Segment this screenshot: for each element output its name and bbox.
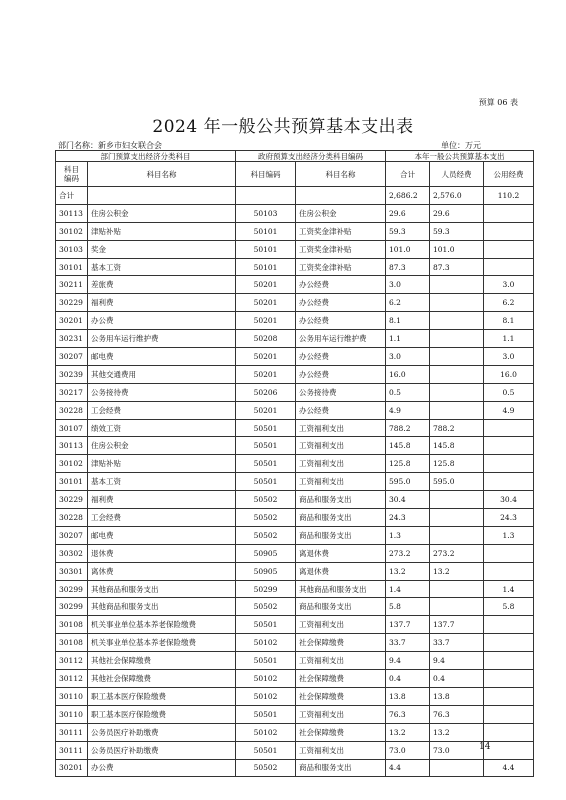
row-personnel (430, 276, 484, 294)
row-name: 办公费 (88, 312, 236, 330)
row-public (484, 670, 534, 688)
total-empty-name (88, 187, 236, 205)
row-total: 30.4 (386, 491, 430, 509)
row-name: 机关事业单位基本养老保险缴费 (88, 616, 236, 634)
table-row (56, 204, 534, 222)
row-personnel (430, 312, 484, 330)
row-gov-code: 50299 (236, 580, 296, 598)
row-public (484, 652, 534, 670)
row-public: 3.0 (484, 348, 534, 366)
row-code: 30102 (56, 455, 88, 473)
col-header-code: 科目 编码 (56, 162, 88, 187)
row-code: 30229 (56, 491, 88, 509)
row-gov-code: 50201 (236, 365, 296, 383)
row-name: 退休费 (88, 544, 236, 562)
row-code: 30108 (56, 634, 88, 652)
table-row (56, 652, 534, 670)
unit-label: 单位：万元 (441, 141, 481, 150)
row-name: 住房公积金 (88, 437, 236, 455)
group-header-budget: 本年一般公共预算基本支出 (386, 151, 534, 162)
row-gov-code: 50201 (236, 294, 296, 312)
row-total: 0.5 (386, 383, 430, 401)
row-gov-name: 办公经费 (296, 401, 386, 419)
row-gov-code: 50201 (236, 276, 296, 294)
row-gov-code: 50501 (236, 455, 296, 473)
table-row (56, 687, 534, 705)
row-total: 125.8 (386, 455, 430, 473)
row-public: 4.9 (484, 401, 534, 419)
row-personnel (430, 365, 484, 383)
table-row (56, 419, 534, 437)
row-personnel (430, 401, 484, 419)
table-row (56, 705, 534, 723)
row-gov-name: 社会保障缴费 (296, 634, 386, 652)
row-total: 145.8 (386, 437, 430, 455)
row-personnel (430, 294, 484, 312)
total-label: 合计 (56, 187, 88, 205)
row-public: 16.0 (484, 365, 534, 383)
row-name: 其他交通费用 (88, 365, 236, 383)
row-name: 绩效工资 (88, 419, 236, 437)
row-gov-code: 50905 (236, 544, 296, 562)
row-gov-name: 办公经费 (296, 276, 386, 294)
row-name: 公务员医疗补助缴费 (88, 723, 236, 741)
row-gov-name: 离退休费 (296, 562, 386, 580)
row-total: 3.0 (386, 348, 430, 366)
total-public: 110.2 (484, 187, 534, 205)
row-total: 4.4 (386, 759, 430, 777)
row-name: 其他商品和服务支出 (88, 598, 236, 616)
row-code: 30101 (56, 258, 88, 276)
row-public (484, 616, 534, 634)
row-code: 30201 (56, 759, 88, 777)
row-code: 30207 (56, 348, 88, 366)
group-header-row (56, 151, 534, 162)
table-row (56, 276, 534, 294)
row-total: 87.3 (386, 258, 430, 276)
row-code: 30239 (56, 365, 88, 383)
total-empty-gov-code (236, 187, 296, 205)
row-code: 30103 (56, 240, 88, 258)
table-row (56, 598, 534, 616)
row-total: 0.4 (386, 670, 430, 688)
row-code: 30102 (56, 222, 88, 240)
row-name: 机关事业单位基本养老保险缴费 (88, 634, 236, 652)
table-row (56, 401, 534, 419)
row-gov-name: 工资福利支出 (296, 705, 386, 723)
row-code: 30112 (56, 652, 88, 670)
table-row (56, 294, 534, 312)
row-code: 30217 (56, 383, 88, 401)
col-header-name: 科目名称 (88, 162, 236, 187)
row-gov-code: 50501 (236, 652, 296, 670)
table-row (56, 473, 534, 491)
row-gov-code: 50103 (236, 204, 296, 222)
table-row (56, 759, 534, 777)
row-public: 5.8 (484, 598, 534, 616)
row-name: 邮电费 (88, 348, 236, 366)
table-row (56, 741, 534, 759)
row-gov-code: 50502 (236, 526, 296, 544)
row-public: 1.1 (484, 330, 534, 348)
row-gov-code: 50102 (236, 723, 296, 741)
row-code: 30228 (56, 509, 88, 527)
row-gov-code: 50101 (236, 258, 296, 276)
row-code: 30231 (56, 330, 88, 348)
row-personnel (430, 526, 484, 544)
row-personnel: 125.8 (430, 455, 484, 473)
row-personnel: 76.3 (430, 705, 484, 723)
row-public (484, 634, 534, 652)
row-total: 33.7 (386, 634, 430, 652)
row-code: 30228 (56, 401, 88, 419)
column-header-row (56, 162, 534, 187)
row-code: 30211 (56, 276, 88, 294)
row-personnel: 73.0 (430, 741, 484, 759)
row-public: 6.2 (484, 294, 534, 312)
row-personnel: 9.4 (430, 652, 484, 670)
row-name: 工会经费 (88, 509, 236, 527)
table-row (56, 258, 534, 276)
row-total: 29.6 (386, 204, 430, 222)
col-header-public: 公用经费 (484, 162, 534, 187)
row-gov-code: 50501 (236, 419, 296, 437)
row-total: 273.2 (386, 544, 430, 562)
row-code: 30111 (56, 723, 88, 741)
page-title: 2024 年一般公共预算基本支出表 (152, 117, 414, 137)
table-row (56, 723, 534, 741)
row-name: 基本工资 (88, 473, 236, 491)
table-row (56, 526, 534, 544)
row-name: 职工基本医疗保险缴费 (88, 705, 236, 723)
row-personnel: 101.0 (430, 240, 484, 258)
row-name: 职工基本医疗保险缴费 (88, 687, 236, 705)
row-public: 8.1 (484, 312, 534, 330)
total-empty-gov-name (296, 187, 386, 205)
row-code: 30113 (56, 204, 88, 222)
row-public: 1.3 (484, 526, 534, 544)
row-name: 基本工资 (88, 258, 236, 276)
row-code: 30107 (56, 419, 88, 437)
row-name: 津贴补贴 (88, 455, 236, 473)
table-row (56, 670, 534, 688)
table-row (56, 312, 534, 330)
row-name: 差旅费 (88, 276, 236, 294)
table-row (56, 365, 534, 383)
row-gov-name: 办公经费 (296, 312, 386, 330)
row-public (484, 258, 534, 276)
row-code: 30201 (56, 312, 88, 330)
row-public (484, 687, 534, 705)
row-public (484, 240, 534, 258)
row-gov-name: 公务用车运行维护费 (296, 330, 386, 348)
row-public: 4.4 (484, 759, 534, 777)
row-gov-name: 工资奖金津补贴 (296, 258, 386, 276)
row-gov-code: 50905 (236, 562, 296, 580)
row-gov-name: 工资奖金津补贴 (296, 240, 386, 258)
row-name: 办公费 (88, 759, 236, 777)
row-code: 30113 (56, 437, 88, 455)
row-name: 津贴补贴 (88, 222, 236, 240)
row-personnel (430, 491, 484, 509)
row-gov-code: 50502 (236, 491, 296, 509)
row-personnel: 13.8 (430, 687, 484, 705)
table-row (56, 330, 534, 348)
row-total: 8.1 (386, 312, 430, 330)
row-total: 76.3 (386, 705, 430, 723)
row-personnel: 788.2 (430, 419, 484, 437)
budget-table (55, 150, 534, 777)
row-code: 30229 (56, 294, 88, 312)
row-gov-code: 50501 (236, 437, 296, 455)
row-name: 公务员医疗补助缴费 (88, 741, 236, 759)
col-header-gov-name: 科目名称 (296, 162, 386, 187)
row-name: 福利费 (88, 491, 236, 509)
row-public (484, 455, 534, 473)
col-header-gov-code: 科目编码 (236, 162, 296, 187)
row-gov-code: 50206 (236, 383, 296, 401)
row-gov-code: 50102 (236, 634, 296, 652)
row-personnel: 273.2 (430, 544, 484, 562)
row-code: 30101 (56, 473, 88, 491)
row-gov-code: 50502 (236, 759, 296, 777)
total-sum: 2,686.2 (386, 187, 430, 205)
table-row (56, 383, 534, 401)
row-gov-name: 住房公积金 (296, 204, 386, 222)
row-personnel: 13.2 (430, 723, 484, 741)
row-gov-name: 商品和服务支出 (296, 526, 386, 544)
row-gov-name: 社会保障缴费 (296, 687, 386, 705)
row-gov-name: 工资福利支出 (296, 473, 386, 491)
row-public (484, 204, 534, 222)
row-public (484, 222, 534, 240)
row-personnel: 29.6 (430, 204, 484, 222)
row-public: 0.5 (484, 383, 534, 401)
table-row (56, 634, 534, 652)
row-gov-name: 社会保障缴费 (296, 670, 386, 688)
row-name: 其他社会保障缴费 (88, 670, 236, 688)
row-name: 其他商品和服务支出 (88, 580, 236, 598)
row-total: 4.9 (386, 401, 430, 419)
row-gov-code: 50102 (236, 670, 296, 688)
row-personnel: 59.3 (430, 222, 484, 240)
row-name: 工会经费 (88, 401, 236, 419)
row-gov-name: 办公经费 (296, 348, 386, 366)
row-public: 24.3 (484, 509, 534, 527)
row-total: 3.0 (386, 276, 430, 294)
row-gov-name: 商品和服务支出 (296, 598, 386, 616)
row-total: 24.3 (386, 509, 430, 527)
row-gov-name: 工资福利支出 (296, 455, 386, 473)
row-public (484, 419, 534, 437)
row-gov-code: 50501 (236, 616, 296, 634)
row-public: 3.0 (484, 276, 534, 294)
row-gov-code: 50201 (236, 312, 296, 330)
row-gov-name: 其他商品和服务支出 (296, 580, 386, 598)
row-public (484, 473, 534, 491)
row-personnel (430, 348, 484, 366)
page-number: 14 (479, 742, 491, 752)
table-row (56, 491, 534, 509)
row-code: 30302 (56, 544, 88, 562)
row-total: 59.3 (386, 222, 430, 240)
row-gov-name: 离退休费 (296, 544, 386, 562)
row-gov-name: 办公经费 (296, 294, 386, 312)
row-gov-code: 50101 (236, 240, 296, 258)
row-total: 1.1 (386, 330, 430, 348)
row-gov-name: 商品和服务支出 (296, 759, 386, 777)
row-total: 137.7 (386, 616, 430, 634)
row-total: 5.8 (386, 598, 430, 616)
table-row (56, 455, 534, 473)
row-gov-code: 50501 (236, 473, 296, 491)
row-personnel (430, 759, 484, 777)
row-gov-code: 50501 (236, 741, 296, 759)
row-gov-code: 50101 (236, 222, 296, 240)
row-personnel: 137.7 (430, 616, 484, 634)
row-personnel (430, 383, 484, 401)
row-name: 奖金 (88, 240, 236, 258)
row-gov-name: 公务接待费 (296, 383, 386, 401)
row-code: 30299 (56, 580, 88, 598)
row-gov-name: 工资福利支出 (296, 652, 386, 670)
row-gov-name: 社会保障缴费 (296, 723, 386, 741)
row-total: 13.2 (386, 562, 430, 580)
row-personnel (430, 598, 484, 616)
row-public (484, 723, 534, 741)
table-row (56, 544, 534, 562)
row-total: 73.0 (386, 741, 430, 759)
row-total: 1.4 (386, 580, 430, 598)
row-gov-code: 50502 (236, 509, 296, 527)
table-row (56, 616, 534, 634)
row-name: 公务接待费 (88, 383, 236, 401)
row-personnel: 145.8 (430, 437, 484, 455)
table-row (56, 437, 534, 455)
total-personnel: 2,576.0 (430, 187, 484, 205)
row-public (484, 562, 534, 580)
row-code: 30301 (56, 562, 88, 580)
department-label: 部门名称：新乡市妇女联合会 (58, 141, 162, 150)
row-gov-name: 办公经费 (296, 365, 386, 383)
row-name: 福利费 (88, 294, 236, 312)
row-gov-name: 工资福利支出 (296, 616, 386, 634)
row-total: 101.0 (386, 240, 430, 258)
row-gov-name: 工资福利支出 (296, 437, 386, 455)
row-personnel (430, 580, 484, 598)
row-code: 30110 (56, 687, 88, 705)
total-row (56, 187, 534, 205)
row-name: 邮电费 (88, 526, 236, 544)
row-total: 788.2 (386, 419, 430, 437)
row-gov-code: 50102 (236, 687, 296, 705)
row-public: 30.4 (484, 491, 534, 509)
row-personnel (430, 509, 484, 527)
row-total: 13.8 (386, 687, 430, 705)
group-header-dept: 部门预算支出经济分类科目 (56, 151, 236, 162)
row-total: 9.4 (386, 652, 430, 670)
col-header-personnel: 人员经费 (430, 162, 484, 187)
row-gov-name: 商品和服务支出 (296, 509, 386, 527)
table-row (56, 240, 534, 258)
row-public (484, 437, 534, 455)
table-body (56, 151, 534, 777)
row-public (484, 705, 534, 723)
row-total: 13.2 (386, 723, 430, 741)
row-public (484, 741, 534, 759)
group-header-gov: 政府预算支出经济分类科目编码 (236, 151, 386, 162)
row-public (484, 544, 534, 562)
row-code: 30299 (56, 598, 88, 616)
row-code: 30112 (56, 670, 88, 688)
row-name: 其他社会保障缴费 (88, 652, 236, 670)
row-gov-name: 工资福利支出 (296, 741, 386, 759)
row-personnel: 13.2 (430, 562, 484, 580)
row-gov-code: 50201 (236, 401, 296, 419)
table-row (56, 509, 534, 527)
row-code: 30111 (56, 741, 88, 759)
row-gov-name: 工资奖金津补贴 (296, 222, 386, 240)
row-personnel: 0.4 (430, 670, 484, 688)
table-row (56, 348, 534, 366)
row-personnel: 595.0 (430, 473, 484, 491)
row-total: 6.2 (386, 294, 430, 312)
row-gov-name: 商品和服务支出 (296, 491, 386, 509)
row-name: 住房公积金 (88, 204, 236, 222)
row-total: 1.3 (386, 526, 430, 544)
table-row (56, 222, 534, 240)
row-gov-code: 50501 (236, 705, 296, 723)
table-row (56, 562, 534, 580)
row-personnel: 33.7 (430, 634, 484, 652)
row-gov-name: 工资福利支出 (296, 419, 386, 437)
table-row (56, 580, 534, 598)
row-name: 公务用车运行维护费 (88, 330, 236, 348)
row-code: 30207 (56, 526, 88, 544)
row-gov-code: 50208 (236, 330, 296, 348)
row-gov-code: 50201 (236, 348, 296, 366)
form-code: 预算 06 表 (478, 98, 518, 107)
row-total: 16.0 (386, 365, 430, 383)
row-code: 30108 (56, 616, 88, 634)
row-gov-code: 50502 (236, 598, 296, 616)
row-personnel (430, 330, 484, 348)
row-total: 595.0 (386, 473, 430, 491)
col-header-total: 合计 (386, 162, 430, 187)
row-public: 1.4 (484, 580, 534, 598)
row-name: 离休费 (88, 562, 236, 580)
row-code: 30110 (56, 705, 88, 723)
row-personnel: 87.3 (430, 258, 484, 276)
